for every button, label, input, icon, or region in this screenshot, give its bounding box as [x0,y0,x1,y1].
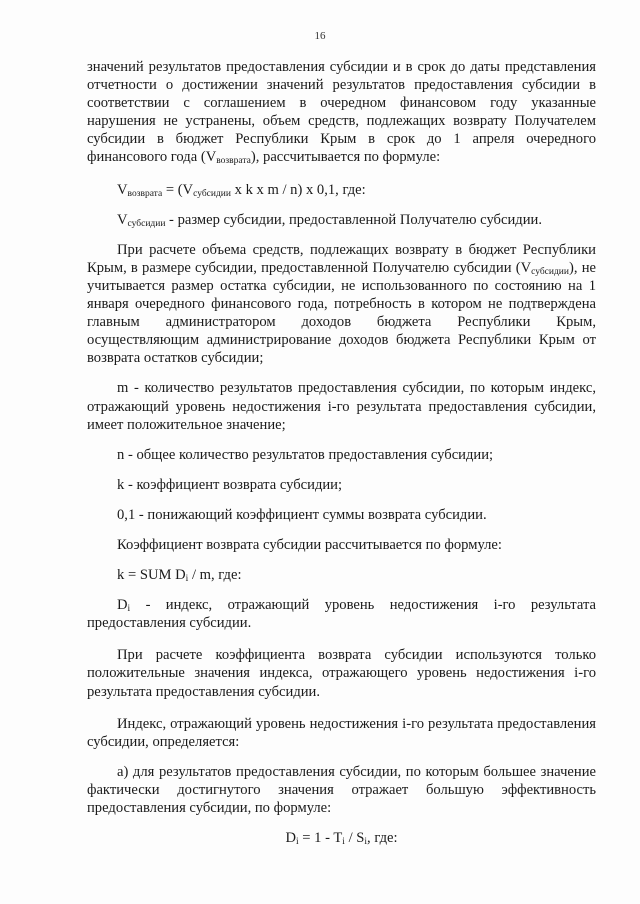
p-def-n [87,446,596,464]
text-run: / S [344,830,365,847]
p-formula-return [87,181,596,199]
p-def-01 [87,506,596,524]
p-case-a [87,763,596,817]
p-def-m [87,379,596,433]
text-run: D [285,830,296,847]
text-run: значений результатов предоставления субсидии и в срок до даты представления отчетности о достижении значений результатов предоставления субсидии в соответствии с соглашением в очередном финансовом году указанные нарушения не устранены, объем средств, подлежащих возврату Получателем субсидии в бюджет Республики Крым в срок до 1 апреля очередного финансового года (V [87,59,596,166]
document-body [87,58,596,847]
text-run: Индекс, отражающий уровень недостижения i-го результата предоставления субсидии, определяется: [87,715,596,750]
p-def-vsub [87,211,596,229]
text-run: / m, где: [188,567,242,584]
text-run: x k x m / n) x 0,1, где: [230,181,366,198]
text-run: При расчете коэффициента возврата субсидии используются только положительные значения индекса, отражающего уровень недостижения i-го результата предоставления субсидии. [87,647,596,700]
subscript: возврата [216,156,251,167]
text-run: k - коэффициент возврата субсидии; [117,476,343,493]
text-run: , где: [367,830,398,847]
text-run: Коэффициент возврата субсидии рассчитывается по формуле: [117,536,502,553]
p-continuation [87,58,596,167]
p-def-di [87,596,596,632]
p-formula-k [87,566,596,584]
text-run: ), не учитывается размер остатка субсидии, не использованного по состоянию на 1 января очередного финансового года, потребность в котором не подтверждена главным администратором доходов бюджета Республики Крым, осуществляющим администрирование доходов бюджета Республики Крым от возврата остатков субсидии; [87,259,596,367]
text-run: = (V [162,181,194,198]
subscript: i [127,604,131,615]
subscript: субсидии [531,266,569,277]
text-run: k = SUM D [117,567,186,584]
subscript: субсидии [127,218,166,229]
text-run: m - количество результатов предоставления субсидии, по которым индекс, отражающий уровень недостижения i-го результата предоставления субсидии, имеет положительное значение; [87,380,596,433]
p-positive-only [87,646,596,700]
text-run: а) для результатов предоставления субсидии, по которым большее значение фактически достигнутого значения отражает большую эффективность предоставления субсидии, по формуле: [87,763,596,816]
text-run: 0,1 - понижающий коэффициент суммы возврата субсидии. [117,506,487,523]
subscript: i [342,837,345,848]
text-run: V [117,181,128,198]
text-run: D [117,597,128,614]
text-run: n - общее количество результатов предоставления субсидии; [117,446,494,463]
p-formula-di [87,829,596,847]
subscript: i [364,837,368,848]
text-run: - индекс, отражающий уровень недостижения i-го результата предоставления субсидии. [87,597,596,632]
page-number: 16 [314,30,326,42]
text-run: = 1 - T [298,830,343,847]
p-index-defined [87,715,596,751]
p-def-k [87,476,596,494]
subscript: возврата [127,188,163,199]
subscript: i [296,837,299,848]
text-run: ), рассчитывается по формуле: [250,149,441,166]
p-calc-note [87,241,596,368]
subscript: субсидии [193,188,231,199]
text-run: V [117,211,128,228]
text-run: - размер субсидии, предоставленной Получателю субсидии. [165,211,542,228]
text-run: При расчете объема средств, подлежащих возврату в бюджет Республики Крым, в размере субсидии, предоставленной Получателю субсидии (V [87,241,596,276]
subscript: i [185,574,189,585]
p-k-intro [87,536,596,554]
